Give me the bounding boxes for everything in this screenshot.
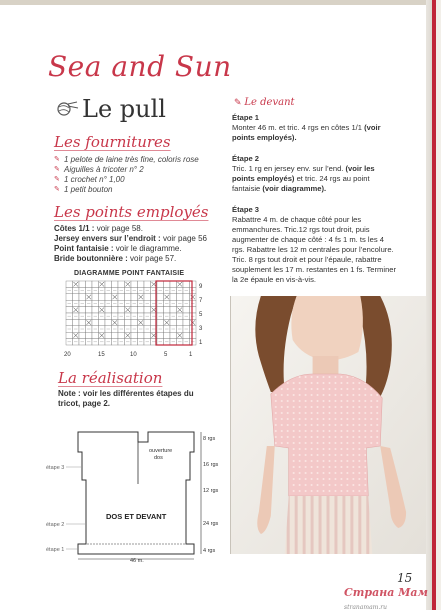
- diagram-cell: [105, 281, 112, 287]
- diagram-cell: [144, 294, 151, 300]
- width-label: 46 m.: [130, 558, 144, 562]
- diagram-cell: [73, 319, 80, 325]
- diagram-cell: [183, 319, 190, 325]
- diagram-cell: [86, 307, 93, 313]
- diagram-row-label: 1: [199, 340, 203, 346]
- step-title: Étape 3: [232, 205, 260, 214]
- diagram-cell: [183, 307, 190, 313]
- diagram-cell: [105, 319, 112, 325]
- diagram-cell: [112, 307, 119, 313]
- diagram-cell: [183, 332, 190, 338]
- diagram-cell: [105, 294, 112, 300]
- diagram-cell: [157, 332, 164, 338]
- diagram-cell: [118, 332, 125, 338]
- stitches-list: [54, 224, 244, 264]
- step-label: étape 2: [46, 522, 65, 528]
- diagram-cell: [92, 319, 99, 325]
- step-title: Étape 1: [232, 113, 260, 122]
- step-title: Étape 2: [232, 154, 260, 163]
- diagram-col-label: 15: [98, 352, 105, 358]
- diagram-cell: [105, 307, 112, 313]
- diagram-cell: [131, 307, 138, 313]
- diagram-cell: [112, 281, 119, 287]
- diagram-cell: [66, 307, 73, 313]
- doll-trousers: [285, 496, 373, 554]
- diagram-cell: [157, 294, 164, 300]
- diagram-cell: [157, 319, 164, 325]
- diagram-cell: [131, 281, 138, 287]
- diagram-cell: [138, 307, 145, 313]
- step-text: Rabattre 4 m. de chaque côté pour les emmanchures. Tric.12 rgs tout droit, puis augmenter de chaque côté : 4 fs 1 m. ts les 4 rgs. Rabattre les 12 m centrales pour l’encolure. Tric. 8 rgs tout droit et pour l’épaule, rabattre souplement les 17 m. restantes en 1 fs. Terminer la 2e épaule en vis-à-vis.: [232, 215, 397, 284]
- diagram-cell: [164, 281, 171, 287]
- diagram-cell: [190, 332, 197, 338]
- diagram-col-label: 20: [64, 352, 71, 358]
- pull-title: Le pull: [82, 95, 166, 123]
- step-2: [232, 154, 397, 194]
- diagram-cell: [66, 281, 73, 287]
- stitches-heading: Les points employés: [54, 203, 209, 221]
- height-label: 16 rgs: [203, 462, 219, 468]
- stitch-item: Jersey envers sur l’endroit : voir page 56: [54, 234, 207, 243]
- diagram-cell: [118, 281, 125, 287]
- diagram-cell: [79, 332, 86, 338]
- diagram-cell: [79, 307, 86, 313]
- supplies-item: ✎ 1 pelote de laine très fine, coloris rose: [54, 155, 199, 164]
- schematic-center-label: DOS ET DEVANT: [106, 512, 167, 521]
- diagram-cell: [170, 281, 177, 287]
- stitch-item: Bride boutonnière : voir page 57.: [54, 254, 177, 263]
- realisation-heading: La réalisation: [58, 369, 163, 387]
- garment-schematic: [46, 422, 231, 562]
- diagram-cell: [79, 281, 86, 287]
- diagram-cell: [170, 307, 177, 313]
- diagram-cell: [164, 332, 171, 338]
- diagram-cell: [118, 319, 125, 325]
- diagram-cell: [99, 319, 106, 325]
- yarn-ball-icon: [55, 101, 79, 117]
- diagram-cell: [86, 281, 93, 287]
- height-label: 8 rgs: [203, 436, 216, 442]
- diagram-cell: [66, 294, 73, 300]
- doll-face: [291, 296, 363, 360]
- diagram-cell: [79, 319, 86, 325]
- diagram-cell: [157, 281, 164, 287]
- diagram-cell: [112, 332, 119, 338]
- diagram-col-label: 5: [164, 352, 168, 358]
- diagram-cell: [125, 294, 132, 300]
- diagram-row-label: 5: [199, 312, 203, 318]
- diagram-cell: [125, 319, 132, 325]
- diagram-row-label: 9: [199, 284, 203, 290]
- diagram-cell: [144, 307, 151, 313]
- diagram-title: DIAGRAMME POINT FANTAISIE: [74, 270, 185, 277]
- diagram-cell: [144, 281, 151, 287]
- diagram-cell: [86, 332, 93, 338]
- diagram-cell: [170, 294, 177, 300]
- diagram-cell: [118, 294, 125, 300]
- diagram-grid: [66, 281, 196, 345]
- schematic-outline: [78, 432, 194, 554]
- step-1: [232, 113, 397, 143]
- doll-photo: [230, 296, 426, 554]
- diagram-cell: [157, 307, 164, 313]
- supplies-item: ✎ 1 crochet n° 1,00: [54, 175, 125, 184]
- step-label: étape 1: [46, 547, 65, 553]
- page-number: 15: [397, 571, 413, 585]
- step-text: Monter 46 m. et tric. 4 rgs en côtes 1/1 (voir points employés).: [232, 123, 381, 142]
- diagram-cell: [177, 294, 184, 300]
- watermark-logo: Страна Мам stranamam.ru: [344, 586, 428, 610]
- supplies-heading: Les fournitures: [54, 133, 171, 151]
- diagram-cell: [177, 319, 184, 325]
- diagram-cell: [79, 294, 86, 300]
- stitch-item: Côtes 1/1 : voir page 58.: [54, 224, 143, 233]
- diagram-cell: [144, 332, 151, 338]
- diagram-cell: [183, 281, 190, 287]
- diagram-cell: [190, 281, 197, 287]
- diagram-cell: [73, 294, 80, 300]
- realisation-note: Note : voir les différentes étapes du tricot, page 2.: [58, 389, 194, 408]
- opening-label: ouverture: [149, 448, 173, 454]
- diagram-cell: [66, 319, 73, 325]
- supplies-item: ✎ 1 petit bouton: [54, 185, 113, 194]
- stitch-diagram: [64, 278, 209, 360]
- devant-heading: ✎ Le devant: [234, 97, 295, 108]
- step-3: [232, 205, 397, 285]
- diagram-row-label: 7: [199, 298, 203, 304]
- diagram-cell: [144, 319, 151, 325]
- diagram-cell: [99, 294, 106, 300]
- diagram-cell: [164, 307, 171, 313]
- diagram-cell: [92, 307, 99, 313]
- diagram-cell: [138, 281, 145, 287]
- diagram-col-label: 10: [130, 352, 137, 358]
- diagram-cell: [92, 332, 99, 338]
- diagram-cell: [183, 294, 190, 300]
- diagram-row-label: 3: [199, 326, 203, 332]
- diagram-cell: [92, 281, 99, 287]
- supplies-list: [54, 155, 224, 195]
- diagram-cell: [138, 332, 145, 338]
- diagram-cell: [131, 294, 138, 300]
- height-label: 24 rgs: [203, 521, 219, 527]
- step-label: étape 3: [46, 465, 65, 471]
- diagram-cell: [105, 332, 112, 338]
- diagram-cell: [131, 319, 138, 325]
- step-text: Tric. 1 rg en jersey env. sur l’end. (voir les points employés) et tric. 24 rgs au point fantaisie (voir diagramme).: [232, 164, 375, 193]
- diagram-cell: [118, 307, 125, 313]
- diagram-cell: [131, 332, 138, 338]
- diagram-cell: [190, 307, 197, 313]
- diagram-cell: [170, 332, 177, 338]
- diagram-cell: [66, 332, 73, 338]
- height-label: 12 rgs: [203, 488, 219, 494]
- height-label: 4 rgs: [203, 548, 216, 554]
- supplies-item: ✎ Aiguilles à tricoter n° 2: [54, 165, 144, 174]
- opening-label: dos: [154, 455, 163, 461]
- page-title: Sea and Sun: [48, 50, 232, 83]
- stitch-item: Point fantaisie : voir le diagramme.: [54, 244, 182, 253]
- diagram-col-label: 1: [189, 352, 193, 358]
- page-edge: [436, 0, 441, 610]
- diagram-cell: [170, 319, 177, 325]
- diagram-cell: [92, 294, 99, 300]
- top-band: [0, 0, 441, 5]
